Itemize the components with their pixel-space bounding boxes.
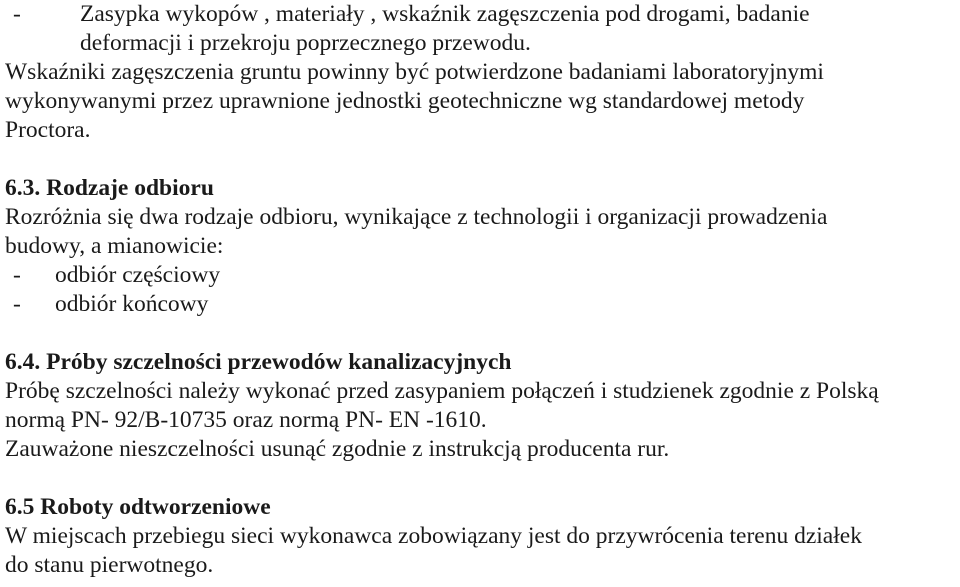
list-item-text: odbiór końcowy	[55, 291, 209, 317]
section-6-4-paragraph	[5, 377, 955, 464]
section-6-4-line-1: Próbę szczelności należy wykonać przed zasypaniem połączeń i studzienek zgodnie z Polską	[5, 378, 879, 404]
spacer	[5, 145, 955, 174]
section-6-5-paragraph	[5, 522, 955, 580]
section-6-5-line-1: W miejscach przebiegu sieci wykonawca zobowiązany jest do przywrócenia terenu działek	[5, 523, 862, 549]
section-6-3-line-1: Rozróżnia się dwa rodzaje odbioru, wynikające z technologii i organizacji prowadzenia	[5, 204, 828, 230]
intro-item-line-1: Zasypka wykopów , materiały , wskaźnik zagęszczenia pod drogami, badanie	[80, 1, 810, 27]
section-6-5-heading: 6.5 Roboty odtworzeniowe	[5, 494, 271, 520]
intro-list-item-text	[80, 0, 810, 58]
intro-paragraph	[5, 58, 955, 145]
spacer	[5, 464, 955, 493]
list-item	[5, 290, 955, 319]
section-6-5-line-2: do stanu pierwotnego.	[5, 552, 214, 578]
document-page	[5, 0, 955, 580]
list-dash: -	[13, 291, 21, 317]
section-6-3-line-2: budowy, a mianowicie:	[5, 233, 224, 259]
intro-list-item	[5, 0, 955, 58]
intro-item-line-2: deformacji i przekroju poprzecznego przewodu.	[80, 30, 531, 56]
list-item-text: odbiór częściowy	[55, 262, 221, 288]
intro-para-line-1: Wskaźniki zagęszczenia gruntu powinny być potwierdzone badaniami laboratoryjnymi	[5, 59, 824, 85]
list-dash: -	[13, 1, 21, 27]
list-dash: -	[13, 262, 21, 288]
section-6-3-paragraph	[5, 203, 955, 261]
spacer	[5, 319, 955, 348]
section-6-4-line-3: Zauważone nieszczelności usunąć zgodnie z instrukcją producenta rur.	[5, 436, 670, 462]
list-item	[5, 261, 955, 290]
section-6-4-line-2: normą PN- 92/B-10735 oraz normą PN- EN -1610.	[5, 407, 487, 433]
section-6-4-heading: 6.4. Próby szczelności przewodów kanalizacyjnych	[5, 349, 512, 375]
intro-para-line-3: Proctora.	[5, 117, 91, 143]
intro-para-line-2: wykonywanymi przez uprawnione jednostki geotechniczne wg standardowej metody	[5, 88, 805, 114]
section-6-3-heading: 6.3. Rodzaje odbioru	[5, 175, 214, 201]
